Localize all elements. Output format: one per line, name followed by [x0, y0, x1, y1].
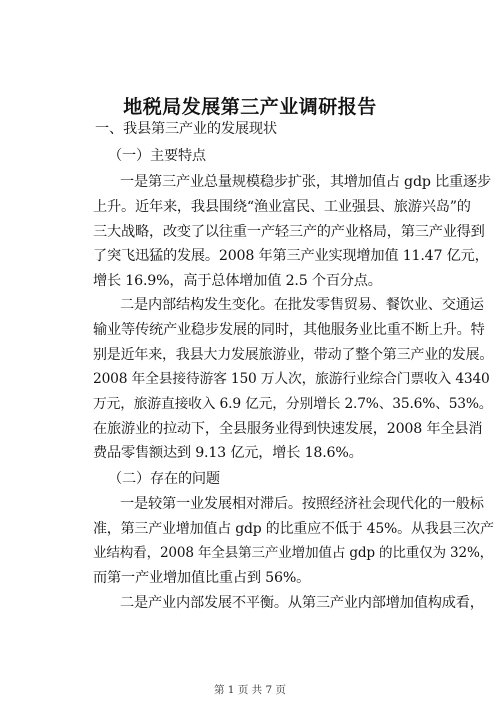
paragraph-line: 二是产业内部发展不平衡。从第三产业内部增加值构成看，	[120, 595, 484, 611]
subsection-heading: （二）存在的问题	[108, 471, 220, 487]
paragraph-line: 别是近年来，我县大力发展旅游业，带动了整个第三产业的发展。	[93, 347, 494, 363]
page-footer: 第 1 页 共 7 页	[213, 684, 287, 696]
paragraph-line: 增长 16.9%，高于总体增加值 2.5 个百分点。	[93, 273, 382, 289]
paragraph-line: 万元，旅游直接收入 6.9 亿元，分别增长 2.7%、35.6%、53%。	[93, 396, 493, 412]
paragraph-line: 输业等传统产业稳步发展的同时，其他服务业比重不断上升。特	[93, 322, 485, 338]
subsection-heading: （一）主要特点	[108, 148, 206, 164]
paragraph-line: 一是第三产业总量规模稳步扩张，其增加值占 gdp 比重逐步	[120, 174, 491, 190]
paragraph-line: 而第一产业增加值比重占到 56%。	[93, 570, 311, 586]
paragraph-line: 2008 年全县接待游客 150 万人次，旅游行业综合门票收入 4340	[93, 371, 490, 387]
paragraph-line: 上升。近年来，我县围绕“渔业富民、工业强县、旅游兴岛”的	[93, 199, 471, 215]
document-title: 地税局发展第三产业调研报告	[123, 96, 377, 118]
paragraph-line: 准，第三产业增加值占 gdp 的比重应不低于 45%。从我县三次产	[93, 521, 494, 537]
paragraph-line: 二是内部结构发生变化。在批发零售贸易、餐饮业、交通运	[120, 297, 484, 313]
paragraph-line: 一是较第一业发展相对滞后。按照经济社会现代化的一般标	[120, 496, 484, 512]
paragraph-line: 费品零售额达到 9.13 亿元，增长 18.6%。	[93, 445, 363, 461]
paragraph-line: 在旅游业的拉动下，全县服务业得到快速发展，2008 年全县消	[93, 421, 483, 437]
paragraph-line: 三大战略，改变了以往重一产轻三产的产业格局，第三产业得到	[93, 224, 485, 240]
section-heading: 一、我县第三产业的发展现状	[95, 121, 277, 137]
paragraph-line: 了突飞迅猛的发展。2008 年第三产业实现增加值 11.47 亿元，	[93, 248, 489, 264]
paragraph-line: 业结构看，2008 年全县第三产业增加值占 gdp 的比重仅为 32%，	[93, 545, 494, 561]
